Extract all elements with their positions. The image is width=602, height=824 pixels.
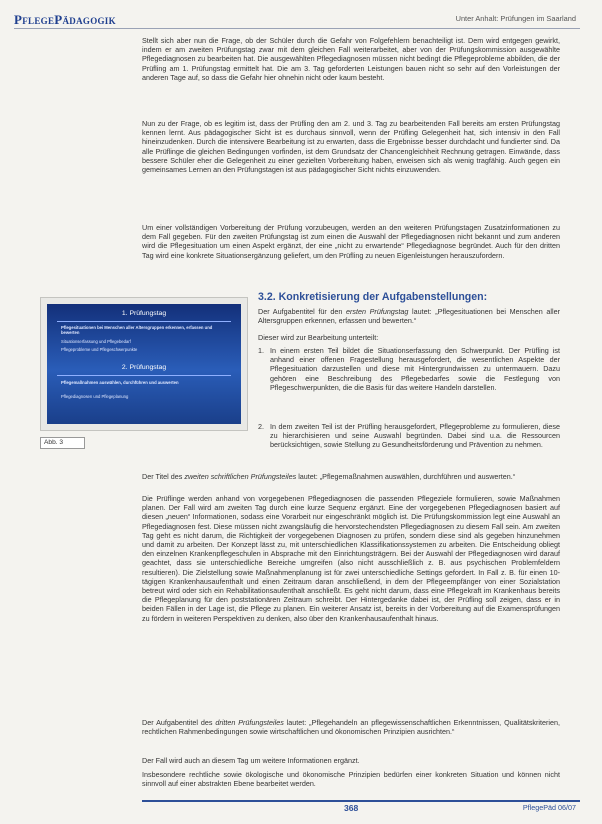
slide-line: Pflegediagnosen und Pflegeplanung (61, 394, 129, 399)
list-number: 1. (258, 346, 264, 355)
third-part-paragraph-1: Der Fall wird auch an diesem Tag um weitere Informationen ergänzt. (142, 756, 360, 765)
figure-slide (40, 297, 248, 431)
slide-line: Pflegesituationen bei Menschen aller Altersgruppen erkennen, erfassen und bewerten (61, 325, 213, 336)
list-text: In dem zweiten Teil ist der Prüfling herausgefordert, Pflegeprobleme zu formulieren, diese zu hierarchisieren und seine Auswahl begründen. Dabei sind u.a. die Ressourcen berücksichtigen, sowie Stellung zu Gesundheitsförderung und Prävention zu nehmen. (270, 422, 560, 450)
list-item (258, 346, 560, 421)
list-item (258, 422, 560, 470)
section-intro (258, 307, 560, 325)
section-heading: 3.2. Konkretisierung der Aufgabenstellungen: (258, 291, 488, 303)
header-rule (14, 28, 580, 29)
presentation-slide (47, 304, 241, 424)
title-emphasis: zweiten schriftlichen Prüfungsteiles (184, 472, 297, 481)
figure-caption: Abb. 3 (40, 437, 85, 449)
third-part-paragraph-2: Insbesondere rechtliche sowie ökologische und ökonomische Prinzipien bedürfen einer konkreten Situation und können nicht sinnvoll auf einer abstrakten Ebene bearbeitet werden. (142, 770, 560, 789)
paragraph-1: Stellt sich aber nun die Frage, ob der Schüler durch die Gefahr von Folgefehlern benachteiligt ist. Dem wird entgegen gewirkt, indem er am zweiten Prüfungstag zwar mit dem gleichen Fall weiterarbeitet, aber von der Prüfungskommission ausgewählte Pflegediagnosen zu bearbeiten hat. Die ausgewählten Pflegediagnosen müssen nicht bedingt die Pflegeprobleme abbilden, die der Prüfling am 1. Prüfungstag ermittelt hat. Die am 3. Tag geforderten Leistungen bauen nicht so sehr auf den Vorleistungen der anderen Tage auf, so dass die Gefahr hier ohnehin nicht oder kaum besteht. (142, 36, 560, 82)
slide-heading: 1. Prüfungstag (121, 310, 167, 317)
page-number: 368 (344, 803, 359, 813)
slide-heading: 2. Prüfungstag (121, 364, 167, 371)
running-header: Unter Anhalt: Prüfungen im Saarland (455, 14, 576, 23)
intro-suffix: lautet: „Pflegesituationen bei Menschen aller Altersgruppen erkennen, erfassen und bewerten.“ (258, 307, 560, 326)
third-prefix: Der Aufgabentitel des (142, 718, 216, 727)
list-text: In einem ersten Teil bildet die Situationserfassung den Schwerpunkt. Der Prüfling ist anhand einer offenen Fragestellung herausgefordert, die wesentlichen Aspekte der Pflegesituation darzustellen und diese mit Hintergrundwissen zu untermauern. Dazu gehören eine Beschreibung des Pflegebedarfes sowie die Festlegung von Pflegeschwerpunkten, die die Basis für das weitere Handeln darstellen. (270, 346, 560, 392)
slide-line: Pflegemaßnahmen auswählen, durchführen und auswerten (61, 380, 179, 385)
paragraph-2: Nun zu der Frage, ob es legitim ist, dass der Prüfling den am 2. und 3. Tag zu bearbeitenden Fall bereits am ersten Prüfungstag kennen lernt. Aus pädagogischer Sicht ist es durchaus sinnvoll, wenn der Prüfling Gelegenheit hat, sich intensiv in den Fall hineinzudenken. Durch die intensivere Bearbeitung ist zu erwarten, dass die Ergebnisse besser durchdacht und fundierter sind. Da alle Prüflinge die gleichen Bedingungen vorfinden, ist dem Grundsatz der Chancengleichheit Rechnung getragen. Einwände, dass bessere Schüler eher die Gelegenheit zu einer gezielten Vorbereitung haben, erweisen sich als wenig tragfähig. Auch gegen ein gemeinsames Lernen an den Prüfungstagen ist aus pädagogischer Sicht nichts einzuwenden. (142, 119, 560, 175)
slide-line: Situationserfassung und Pflegebedarf (61, 339, 131, 344)
intro-prefix: Der Aufgabentitel für den (258, 307, 347, 316)
second-part-title (142, 472, 560, 481)
third-part-title (142, 718, 560, 736)
title-prefix: Der Titel des (142, 472, 185, 481)
third-suffix: lautet: „Pflegehandeln an pflegewissenschaftlichen Erkenntnissen, Qualitätskriterien, rechtlichen Rahmenbedingungen sowie wirtschaftlichen und ökonomischen Prinzipien ausrichten.“ (142, 718, 560, 737)
paragraph-3: Um einer vollständigen Vorbereitung der Prüfung vorzubeugen, werden an den weiteren Prüfungstagen Zusatzinformationen zu dem Fall gegeben. Für den zweiten Prüfungstag ist zum einen die Auswahl der Pflegediagnosen nicht bekannt und zum anderen wird die Pflegesituation um einen Aspekt ergänzt, der eine „nicht zu erwartende“ Pflegediagnose begründet. Auch für den dritten Tag wird eine konkrete Situationsergänzung geliefert, um den Prüfling zu neuen Eigenleistungen herauszufordern. (142, 223, 560, 260)
slide-divider (57, 375, 231, 376)
footer-issue: PflegePäd 06/07 (522, 803, 576, 812)
second-part-paragraph: Die Prüflinge werden anhand von vorgegebenen Pflegediagnosen die passenden Pflegeziele formulieren, sowie Maßnahmen planen. Der Fall wird am zweiten Tag durch eine kurze Sequenz ergänzt. Eine der vorgegebenen Pflegediagnosen basiert auf diesen „neuen“ Informationen, sodass eine Vorarbeit nur eingeschränkt möglich ist. Die Prüfungskommission legt eine Auswahl an Pflegediagnosen fest. Diese müssen nicht zwangsläufig die hervorstechendsten Pflegediagnosen zu diesem Fall sein. Am zweiten Tag geht es nicht darum, die Richtigkeit der vorgegebenen Diagnosen zu prüfen, sondern diese sind als gegeben hinzunehmen und damit zu arbeiten. Der Konzept lässt zu, mit unterschiedlichen Klassifikationssystemen zu arbeiten. Die Entscheidung obliegt den einzelnen Krankenpflegeschulen in Absprache mit den Einrichtungsträgern. Bei der Auswahl der Pflegediagnosen wird darauf geachtet, dass sie unterschiedliche Bereiche umgreifen (also nicht ausschließlich z. B. aus psychischen Problemfeldern resultieren). Die Zielstellung sowie Maßnahmenplanung ist für zwei unterschiedliche Settings gefordert. In Fall z. B. für einen 10-tägigen Krankenhausaufenthalt und einen Zeitraum daran anschließend, in dem der Pflegeempfänger von einer Sozialstation betreut wird oder sich ein Rehabilitationsaufenthalt anschließt. Es geht nicht darum, dass eine Pflegekraft im Krankenhaus bereits die Pflegeplanung für den poststationären Zeitraum schreibt. Der Hintergedanke dabei ist, der Prüfling soll zeigen, dass er in beiden Fällen in der Lage ist, die Pflege zu planen. Ein weiterer Ansatz ist, bereits in der Vorbereitung auf die Examensprüfungen zu fördern in weiteren Perspektiven zu denken, also über den Krankenhausaufenthalt hinaus. (142, 494, 560, 623)
list-number: 2. (258, 422, 264, 431)
third-emphasis: dritten Prüfungsteiles (215, 718, 284, 727)
slide-divider (57, 321, 231, 322)
title-suffix: lautet: „Pflegemaßnahmen auswählen, durchführen und auswerten.“ (296, 472, 516, 481)
journal-logo: PflegePädagogik (14, 12, 116, 27)
footer-rule (142, 800, 580, 812)
intro-emphasis: ersten Prüfungstag (346, 307, 409, 316)
slide-line: Pflegeprobleme und Pflegeschwerpunkte (61, 347, 138, 352)
subdivision-text: Dieser wird zur Bearbeitung unterteilt: (258, 333, 379, 342)
